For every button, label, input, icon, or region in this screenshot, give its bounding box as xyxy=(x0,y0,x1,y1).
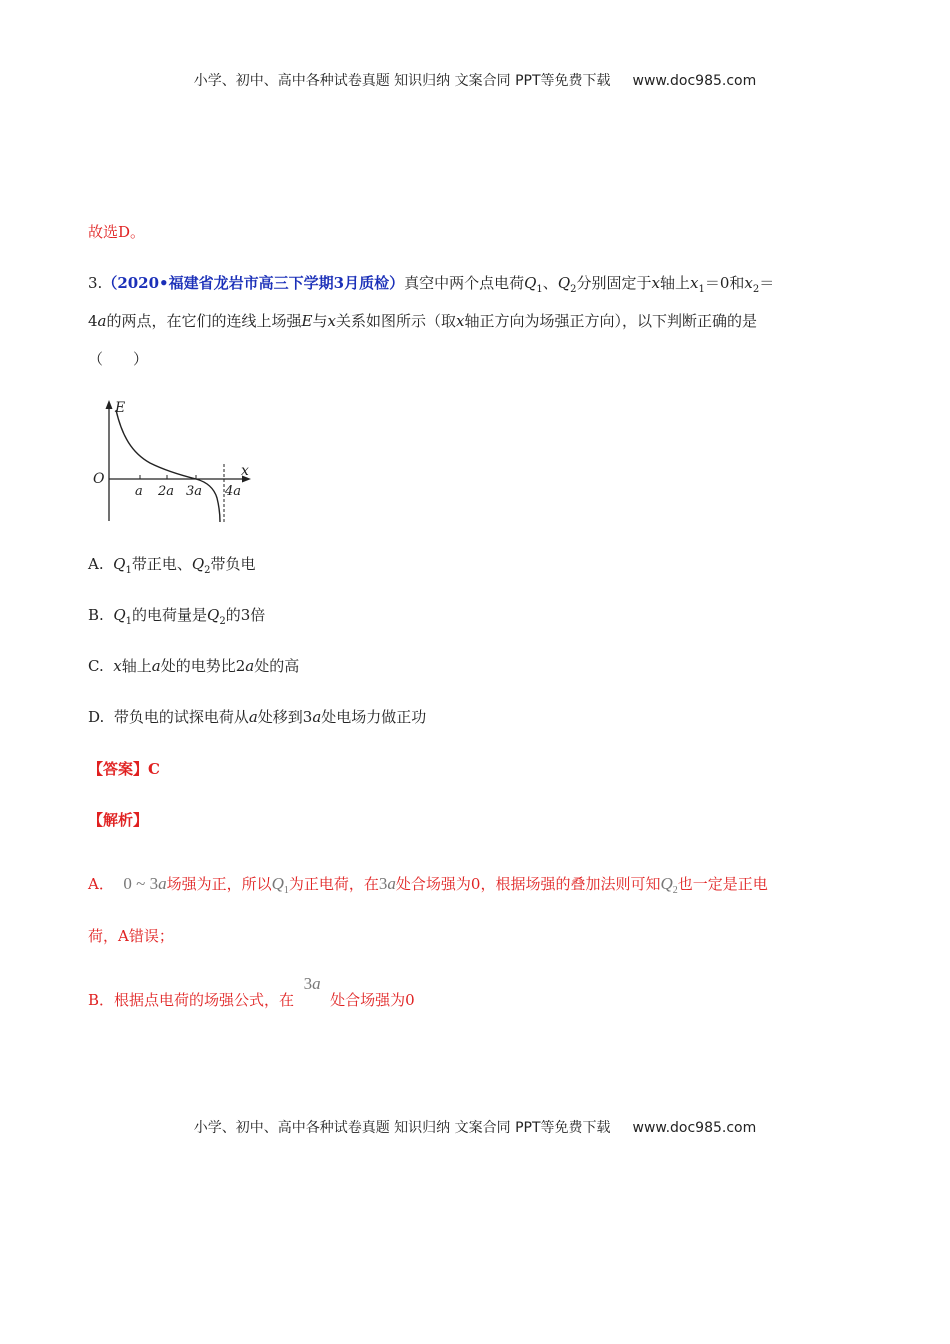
math-a: a xyxy=(312,974,321,993)
option-text: 处的高 xyxy=(254,657,300,675)
math-number: 3 xyxy=(378,874,388,893)
option-d xyxy=(88,706,426,728)
analysis-a-line-1 xyxy=(88,873,768,902)
y-axis-arrow-icon xyxy=(106,400,113,409)
math-q1: Q xyxy=(271,874,284,893)
e-symbol: E xyxy=(301,312,313,330)
x2-symbol: x xyxy=(744,274,753,292)
q2-symbol: Q xyxy=(191,555,205,573)
graph-tick-label: a xyxy=(135,484,143,499)
answer-value: C xyxy=(148,760,160,778)
x-symbol: x xyxy=(113,657,122,675)
analysis-b-line xyxy=(88,974,415,1011)
header-text: 小学、初中、高中各种试卷真题 知识归纳 文案合同 PPT等免费下载 xyxy=(193,73,611,89)
graph-origin-label: O xyxy=(93,471,105,487)
previous-conclusion: 故选D。 xyxy=(88,223,146,241)
option-text: 处电场力做正功 xyxy=(321,708,427,726)
option-text: 处的电势比 xyxy=(160,657,236,675)
option-text: 轴上 xyxy=(121,657,152,675)
x1-symbol: x xyxy=(690,274,699,292)
option-letter: A. xyxy=(88,555,104,573)
stem-text: ＝ xyxy=(759,274,775,292)
field-curve xyxy=(116,410,220,522)
question-source: （2020•福建省龙岩市高三下学期3月质检） xyxy=(102,274,405,292)
page-header xyxy=(0,70,950,90)
option-number: 3 xyxy=(302,708,313,726)
q2-symbol: Q xyxy=(557,274,571,292)
question-number: 3. xyxy=(88,274,103,292)
graph-tick-label: 2a xyxy=(158,484,175,499)
q1-symbol: Q xyxy=(113,555,126,573)
q1-symbol: Q xyxy=(524,274,537,292)
option-number: 2 xyxy=(235,657,246,675)
q2-sub: 2 xyxy=(204,565,211,576)
option-text: 处移到 xyxy=(257,708,303,726)
math-number: 3 xyxy=(303,974,313,993)
stem-text: 轴正方向为场强正方向），以下判断正确的是 xyxy=(464,312,757,330)
analysis-text: 处合场强为0 xyxy=(330,991,415,1009)
q1-sub: 1 xyxy=(125,565,132,576)
question-line-2 xyxy=(88,310,757,332)
option-a xyxy=(88,553,256,582)
math-a: a xyxy=(387,874,396,893)
graph-tick-label: 3a xyxy=(186,484,203,499)
q2-symbol: Q xyxy=(207,606,220,624)
option-letter: D. xyxy=(88,708,105,726)
e-x-graph xyxy=(88,396,268,526)
analysis-a-line-2: 荷，A错误； xyxy=(88,927,174,945)
analysis-label: 【解析】 xyxy=(88,811,149,829)
analysis-text: 场强为正，所以 xyxy=(166,875,272,893)
footer-text: 小学、初中、高中各种试卷真题 知识归纳 文案合同 PPT等免费下载 xyxy=(193,1120,611,1136)
option-b xyxy=(88,604,265,633)
a-symbol: a xyxy=(312,708,322,726)
a-symbol: a xyxy=(248,708,258,726)
option-text: 带负电的试探电荷从 xyxy=(113,708,249,726)
x1-sub: 1 xyxy=(698,284,705,295)
option-text: 的电荷量是 xyxy=(132,606,208,624)
q1-sub: 1 xyxy=(125,616,133,627)
q2-sub: 2 xyxy=(570,284,577,295)
x2-sub: 2 xyxy=(752,284,760,295)
a-symbol: a xyxy=(245,657,255,675)
option-text: 带正电、 xyxy=(131,555,192,573)
stem-text: 分别固定于 xyxy=(576,274,652,292)
math-q2: Q xyxy=(660,874,673,893)
q2-sub: 2 xyxy=(219,616,226,627)
q1-sub: 1 xyxy=(536,284,543,295)
stem-text: 的两点，在它们的连线上场强 xyxy=(106,312,302,330)
stem-sep: 、 xyxy=(542,274,558,292)
math-a: a xyxy=(158,874,167,893)
analysis-text: 根据点电荷的场强公式，在 xyxy=(114,991,295,1009)
answer-line xyxy=(88,758,160,780)
q1-symbol: Q xyxy=(113,606,126,624)
analysis-letter: B． xyxy=(88,991,115,1009)
stem-text: 轴上 xyxy=(659,274,690,292)
graph-y-label: E xyxy=(115,400,126,416)
answer-label: 【答案】 xyxy=(88,760,149,778)
question-line-1 xyxy=(88,272,774,301)
math-q1-sub: 1 xyxy=(283,885,289,896)
page-footer xyxy=(0,1117,950,1137)
stem-text: 真空中两个点电荷 xyxy=(404,274,525,292)
option-c xyxy=(88,655,299,677)
graph-x-label: x xyxy=(241,463,249,479)
stem-text: 与 xyxy=(312,312,328,330)
option-text: 的3倍 xyxy=(225,606,266,624)
analysis-text: 为正电荷，在 xyxy=(288,875,379,893)
analysis-text: 处合场强为0，根据场强的叠加法则可知 xyxy=(395,875,661,893)
math-q2-sub: 2 xyxy=(672,885,678,896)
a-symbol: a xyxy=(151,657,161,675)
answer-blank: （ ） xyxy=(88,350,149,368)
x-symbol: x xyxy=(327,312,336,330)
analysis-letter: A． xyxy=(88,875,114,893)
header-site: www.doc985.com xyxy=(632,73,757,89)
footer-site: www.doc985.com xyxy=(632,1120,757,1136)
analysis-text: 也一定是正电 xyxy=(677,875,768,893)
option-letter: C. xyxy=(88,657,104,675)
option-letter: B. xyxy=(88,606,104,624)
x-symbol: x xyxy=(455,312,465,330)
graph-tick-label: 4a xyxy=(225,484,242,499)
stem-text: ＝0和 xyxy=(704,274,745,292)
math-range: 0 ~ 3 xyxy=(123,874,159,893)
stem-number: 4 xyxy=(88,312,98,330)
x-symbol: x xyxy=(651,274,660,292)
option-text: 带负电 xyxy=(210,555,256,573)
a-symbol: a xyxy=(97,312,107,330)
stem-text: 关系如图所示（取 xyxy=(335,312,456,330)
math-3a xyxy=(304,975,321,993)
